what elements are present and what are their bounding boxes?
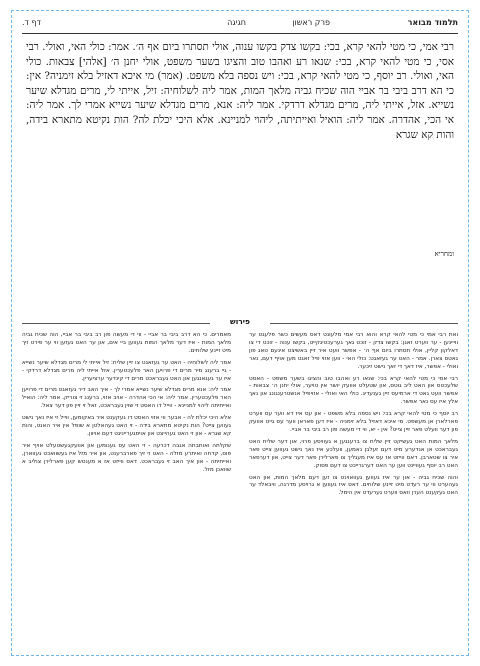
- divider-line: [270, 323, 458, 324]
- commentary-paragraph: מאמרים. כי הא דרב ביבי בר אביי - ווי די מעשה פון רב ביבי בר אביי, הוה שכיח גביה מלאך המות - איז דער מלאך המות געווען ביי אים, און ער האט געזען ווי ער פירט זיך מיט זיינע שלוחים.: [22, 332, 231, 354]
- divider-line: [22, 323, 210, 324]
- chapter-name: פרק ראשון: [292, 18, 330, 27]
- page-header: [22, 16, 458, 32]
- page-number: דף ד.: [22, 18, 41, 27]
- commentary-paragraph: והוה שכיח גביה - און ער איז געווען געוואוינט צו זען דעם מלאך המות, און האט געהערט ווי ער רעדט מיט זיינע שלוחים. דאס איז געווען א גרויסע מדרגה, וויבאלד ער האט געקענט הערן וואס ווערט גערעדט אין הימל.: [249, 474, 458, 497]
- commentary-paragraph: רבי אסי כי מטי להאי קרא בכי: שנאו רע ואהבו טוב והציגו בשער משפט - האסט שלעכטס און האט ליב גוטס, און שטעלט אוועק יושר אין טויער, אולי יחנן ה׳ צבאות - אפשר וועט גאט די ארמיעס זיין גענעדיג. כולי האי ואולי - אזויפיל אנשטרענגונג און נאך אלץ איז עס נאר אפשר.: [249, 375, 458, 406]
- header-divider: [22, 33, 458, 34]
- commentary-paragraph: אמר ליה: אנא מרים מגדלא שיער נשייא אמרי לך - איך האב דיר געזאגט מרים די פרויען האר פלעכטערין. אמר ליה: אי הכי אהדרה - אויב אזוי, ברענג זי צוריק. אמר ליה: הואיל ואייתיתה ליהוי למניינא - ווייל דו האסט זי שוין געבראכט, זאל זי זיין פון דער צאל.: [22, 387, 231, 410]
- book-title: תלמוד מבואר: [407, 18, 458, 27]
- catchword: ומחריא: [434, 250, 454, 258]
- tractate-name: חגיגה: [227, 18, 246, 27]
- commentary-paragraph: אלא היכי יכלת לה - אבער ווי אזוי האסט דו געקענט איר באקומען, ווייל זי איז נאך נישט געווען צייט? הות נקיטא מתארא בידה - זי האט געהאלטן א שופל אין איר האנט, והות קא שגרא - און זי האט געהייצט און אויסגערייניגט דעם אויוון.: [22, 415, 231, 437]
- commentary-paragraph: ואת רבי אמי כי מטי להאי קרא והוא רבי אמי מלעונט דאס מעשים כשר פלעגט ער ווייינען - ער ווערט זאגן: בקשו צדק - זוכט גאך גערעכטיגקייט, בקשו ענוה - זוכט די צו דאלקון קליין, אולי תסתרו ביום אף ה׳ - אפשר וועט איר זיין באשיצט אינעם טאג פון גאטס צארן. אמר - האט ער געזאגט: כולי האי - ווען אזוי פיל זאגט מען אויף דעם, נאר ואולי - אפשר, איז דאך די זאך נישט זיכער.: [249, 332, 458, 370]
- commentary-left-column: [22, 332, 231, 650]
- commentary-paragraph: מלאך המות האט געשיקט זיין שליח צו ברענגען א געוויסע פרוי, און דער שליח האט געבראכט אן אנדערע מיט דעם זעלבן נאמען, וועלכע איז נאך נישט געווען צייט פאר איר צו שטארבן. דאס ווייזט אז עס איז מעגליך צו פארלירן פאר דער צייט, און דערפאר האט רב יוסף געוויינט ווען ער האט דערגרייכט צו דעם פסוק.: [249, 438, 458, 469]
- commentary-paragraph: רב יוסף כי מטי להאי קרא בכי: ויש נספה בלא משפט - און עס איז דא ווער עס ווערט פארלארן אן מעשפט. מי איכא דאזיל בלא זימניה - איז דען פאראן ווער עס גייט אוועק פון דער וועלט פאר זיין צייט? אין - יא, ווי די מעשה פון רב ביבי בר אביי.: [249, 411, 458, 433]
- gemara-text: רבי אמי, כי מטי להאי קרא, בכי: בקשו צדק בקשו ענוה, אולי תסתרו ביום אף ה׳. אמר: כולי האי, ואולי. רבי אסי, כי מטי להאי קרא, בכי: שנאו רע ואהבו טוב והציגו בשער משפט, אולי יחנן ה׳ [אלהי] צבאות. כולי האי, ואולי. רב יוסף, כי מטי להאי קרא, בכי: ויש נספה בלא משפט. (אמר) מי איכא דאזיל בלא זימניה? אין: כי הא דרב ביבי בר אביי הוה שכיח גביה מלאך המות, אמר ליה לשלוחיה: זיל, אייתי לי, מרים מגדלא שיער נשייא. אזל, אייתי ליה, מרים מגדלא דרדקי. אמר ליה: אנא, מרים מגדלא שיער נשייא אמרי לך. אמר ליה: אי הכי, אהדרה. אמר ליה: הואיל ואייתיתה, ליהוי למניינא. אלא היכי יכלת לה? הות נקיטא מתארא בידה, והות קא שגרא: [26, 41, 454, 141]
- commentary-right-column: [249, 332, 458, 650]
- commentary-paragraph: אמר ליה לשלוחיה - האט ער געזאגט צו זיין שליח: זיל אייתי לי מרים מגדלא שיער נשייא - גיי ברענג מיר מרים די פרויען האר פלעכטערין. אזל אייתי ליה מרים מגדלא דרדקי - איז ער געגאנגען און האט געבראכט מרים די קינדער ערציערין.: [22, 359, 231, 382]
- commentary-title: פירוש: [224, 317, 256, 326]
- commentary-paragraph: שקלתה ואותבתה אגבה דכרעה - זי האט עס גענומען און אוועקגעשטעלט אויף איר פוס, קדחה ואיתרע מזלה - האט זי זיך פארברענט, און איר מזל איז געשוואכט געווארן, ואייתיתה - און איך האב זי געבראכט. דאס ווייזט אז א מענטש קען פארלירן צוליב א שוואכן מזל.: [22, 442, 231, 473]
- commentary-heading: [22, 317, 458, 329]
